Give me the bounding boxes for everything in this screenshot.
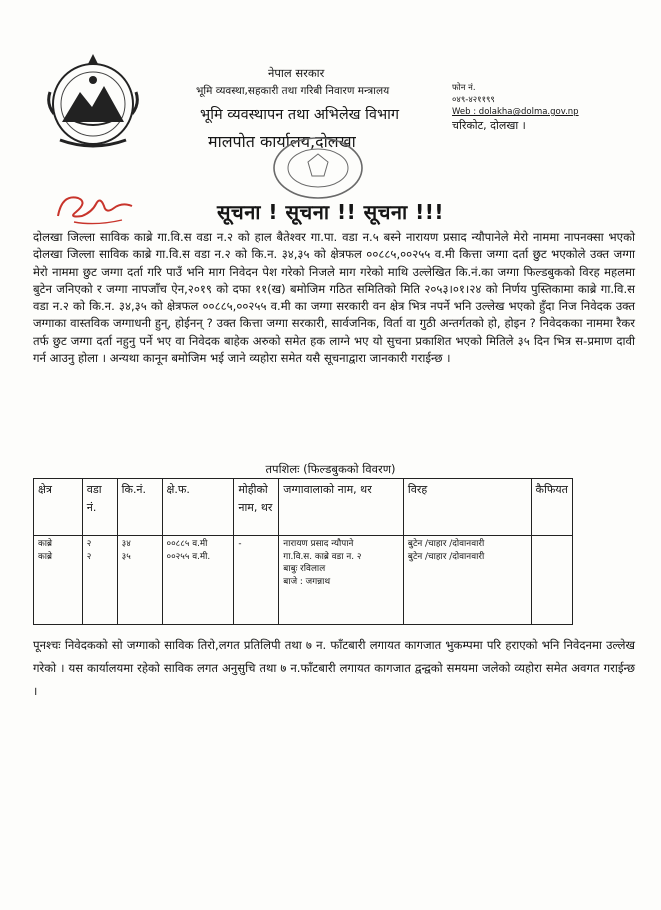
col-size: क्षे.फ. (162, 479, 234, 536)
cell-owner: नारायण प्रसाद न्यौपाने गा.वि.स. काब्रे वडा न. २ बाबुः रविलाल बाजे : जगन्नाथ (279, 536, 404, 625)
nepal-emblem-icon (42, 52, 144, 152)
office-stamp-icon (268, 132, 368, 202)
table-row (34, 536, 573, 625)
contact-block (452, 82, 579, 132)
postscript-text: पूनश्चः निवेदकको सो जग्गाको साविक तिरो,लगत प्रतिलिपी तथा ७ न. फाँटबारी लगायत कागजात भुकम्पमा परि हराएको भनि निवेदनमा उल्लेख गरेको । यस कार्यालयमा रहेको साविक लगत अनुसुचि तथा ७ न.फाँटबारी लगायत कागजात द्वन्द्वको समयमा जलेको व्यहोरा समेत अवगत गराईन्छ । (33, 638, 635, 698)
table-caption: तपशिलः (फिल्डबुकको विवरण) (265, 462, 396, 476)
government-name: नेपाल सरकार (268, 66, 325, 80)
notice-body: दोलखा जिल्ला साविक काब्रे गा.वि.स वडा न.२ को हाल बैतेश्वर गा.पा. वडा न.५ बस्ने नारायण प्रसाद न्यौपानेले मेरो नाममा नापनक्सा भएको दोलखा जिल्ला साविक काब्रे गा.वि.स वडा न.२ को कि.न. ३४,३५ को क्षेत्रफल ००८८५,००२५५ व.मी कित्ता जग्गा दर्ता छुट भएकोले उक्त जग्गा मेरो नाममा छुट जग्गा दर्ता गरि पाउँ भनि माग निवेदन पेश गरेको निजले माग गरेको माथि उल्लेखित कि.नं.का जग्गा फिल्डबुकको विरह महलमा बुटेन जनिएको र जग्गा नापजाँच ऐन,२०१९ को दफा ११(ख) बमोजिम गठित समितिको मिति २०५३।०१।२४ को निर्णय पुस्तिकामा काब्रे गा.वि.स वडा न.२ को कि.न. ३४,३५ को क्षेत्रफल ००८८५,००२५५ व.मी का जग्गा सरकारी वन क्षेत्र भित्र नपर्ने भनि उल्लेख भएको हुँदा निज निवेदक उक्त जग्गाका वास्तविक जग्गाधनी हुन्, होईनन् ? उक्त कित्ता जग्गा सरकारी, सार्वजनिक, विर्ता वा गुठी अन्तर्गतको हो, होइन ? निवेदकका नाममा रैकर तर्फ छुट जग्गा दर्ता नहुनु पर्ने भए वा निवेदक बाहेक अरुको समेत हक लाग्ने भए यो सुचना प्रकाशित भएको मितिले ३५ दिन भित्र स-प्रमाण दावी गर्न आउनु होला । अन्यथा कानून बमोजिम भई जाने व्यहोरा समेत यसै सूचनाद्वारा जानकारी गराईन्छ । (33, 230, 635, 366)
department-name: भूमि व्यवस्थापन तथा अभिलेख विभाग (200, 107, 400, 123)
notice-title: सूचना ! सूचना !! सूचना !!! (216, 200, 445, 224)
cell-tenant: - (234, 536, 279, 625)
cell-size: ००८८५ व.मी ००२५५ व.मी. (162, 536, 234, 625)
col-note: कैफियत (531, 479, 572, 536)
cell-note (531, 536, 572, 625)
cell-kitta: ३४ ३५ (117, 536, 162, 625)
col-owner: जग्गावालाको नाम, थर (279, 479, 404, 536)
table-header-row (34, 479, 573, 536)
office-address: चरिकोट, दोलखा । (452, 119, 526, 132)
col-kitta: कि.नं. (117, 479, 162, 536)
col-area: क्षेत्र (34, 479, 83, 536)
cell-ward: २ २ (82, 536, 117, 625)
col-ward: वडा नं. (82, 479, 117, 536)
col-remark: विरह (403, 479, 531, 536)
cell-remark: बुटेन /चाहार /दोवानवारी बुटेन /चाहार /दोवानवारी (403, 536, 531, 625)
cell-area: काब्रे काब्रे (34, 536, 83, 625)
phone-label: फोन नं. (452, 83, 476, 93)
phone-number: ०४९-४२११९९ (452, 95, 495, 105)
ministry-name: भूमि व्यवस्था,सहकारी तथा गरिबी निवारण मन्त्रालय (196, 85, 390, 97)
fieldbook-table (33, 478, 573, 625)
col-tenant: मोहीको नाम, थर (234, 479, 279, 536)
web-contact: Web : dolakha@dolma.gov.np (452, 107, 579, 117)
office-name: मालपोत कार्यालय,दोलखा (208, 132, 356, 151)
